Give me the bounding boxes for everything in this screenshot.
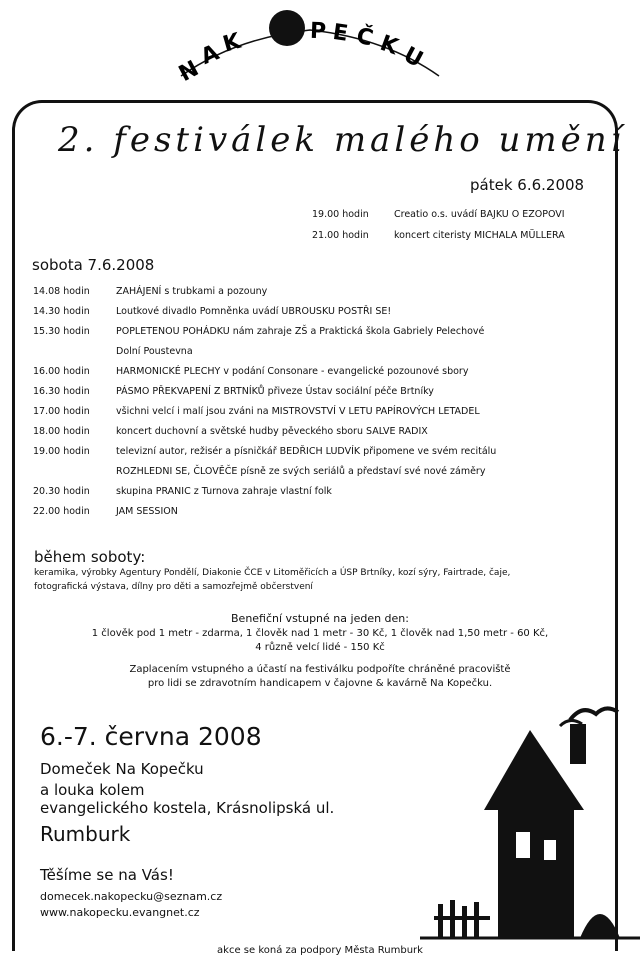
address-line: evangelického kostela, Krásnolipská ul. bbox=[40, 799, 335, 817]
svg-text:K: K bbox=[376, 30, 402, 61]
support-line: pro lidi se zdravotním handicapem v čajovne & kavárně Na Kopečku. bbox=[147, 678, 493, 689]
svg-text:A: A bbox=[197, 40, 223, 70]
svg-text:U: U bbox=[399, 42, 427, 73]
program-row bbox=[33, 365, 593, 385]
event-time: 20.30 hodin bbox=[33, 486, 90, 497]
event-desc: koncert duchovní a světské hudby pěveckého sboru SALVE RADIX bbox=[116, 426, 428, 437]
entry-line: 1 člověk pod 1 metr - zdarma, 1 člověk nad 1 metr - 30 Kč, 1 člověk nad 1,50 metr - 60 Kč, bbox=[91, 628, 549, 639]
house-illustration bbox=[420, 690, 640, 948]
festival-title: 2. festiválek malého umění bbox=[58, 120, 626, 160]
event-desc: Creatio o.s. uvádí BAJKU O EZOPOVI bbox=[394, 209, 565, 220]
city-name: Rumburk bbox=[40, 822, 131, 846]
svg-text:K: K bbox=[220, 28, 244, 58]
event-desc: POPLETENOU POHÁDKU nám zahraje ZŠ a Praktická škola Gabriely Pelechové bbox=[116, 326, 485, 337]
event-time: 15.30 hodin bbox=[33, 326, 90, 337]
event-desc: televizní autor, režisér a písničkář BEDŘICH LUDVÍK připomene ve svém recitálu bbox=[116, 446, 497, 457]
greeting: Těšíme se na Vás! bbox=[40, 866, 174, 884]
saturday-program bbox=[33, 285, 593, 525]
event-desc: koncert citeristy MICHALA MÜLLERA bbox=[394, 230, 565, 241]
friday-date: pátek 6.6.2008 bbox=[470, 176, 585, 194]
event-desc: HARMONICKÉ PLECHY v podání Consonare - evangelické pozounové sbory bbox=[116, 366, 469, 377]
during-text bbox=[34, 566, 510, 594]
footer-note: akce se koná za podpory Města Rumburk bbox=[217, 945, 423, 956]
program-row bbox=[33, 305, 593, 325]
program-row bbox=[33, 465, 593, 485]
event-desc: PÁSMO PŘEKVAPENÍ Z BRTNÍKŮ přiveze Ústav sociální péče Brtníky bbox=[116, 386, 434, 397]
program-row bbox=[33, 405, 593, 425]
event-desc: Loutkové divadlo Pomněnka uvádí UBROUSKU POSTŘI SE! bbox=[116, 306, 392, 317]
program-row bbox=[33, 505, 593, 525]
event-desc: Dolní Poustevna bbox=[116, 346, 193, 357]
event-desc: ZAHÁJENÍ s trubkami a pozouny bbox=[116, 286, 268, 297]
saturday-date: sobota 7.6.2008 bbox=[32, 256, 155, 274]
event-desc: všichni velcí i malí jsou zváni na MISTROVSTVÍ V LETU PAPÍROVÝCH LETADEL bbox=[116, 406, 480, 417]
svg-text:N: N bbox=[175, 56, 204, 88]
svg-text:P: P bbox=[309, 18, 327, 45]
event-time: 22.00 hodin bbox=[33, 506, 90, 517]
event-time: 14.08 hodin bbox=[33, 286, 90, 297]
entry-line: 4 různě velcí lidé - 150 Kč bbox=[255, 642, 385, 653]
address-line: a louka kolem bbox=[40, 781, 145, 799]
during-line: fotografická výstava, dílny pro děti a samozřejmě občerstvení bbox=[34, 582, 313, 592]
svg-text:E: E bbox=[331, 19, 350, 47]
event-desc: ROZHLEDNI SE, ČLOVĚČE písně ze svých seriálů a představí své nové záměry bbox=[116, 466, 486, 477]
event-desc: JAM SESSION bbox=[116, 506, 178, 517]
event-time: 21.00 hodin bbox=[312, 230, 369, 241]
program-row bbox=[33, 325, 593, 345]
support-line: Zaplacením vstupného a účastí na festiválku podpoříte chráněné pracoviště bbox=[129, 664, 511, 675]
entry-heading: Benefiční vstupné na jeden den: bbox=[231, 612, 409, 625]
program-row bbox=[33, 345, 593, 365]
event-time: 14.30 hodin bbox=[33, 306, 90, 317]
svg-text:Č: Č bbox=[353, 23, 376, 52]
program-row bbox=[33, 445, 593, 465]
event-time: 17.00 hodin bbox=[33, 406, 90, 417]
event-desc: skupina PRANIC z Turnova zahraje vlastní folk bbox=[116, 486, 332, 497]
program-row bbox=[33, 285, 593, 305]
event-time: 18.00 hodin bbox=[33, 426, 90, 437]
email-link[interactable]: domecek.nakopecku@seznam.cz bbox=[40, 890, 223, 903]
program-row bbox=[33, 485, 593, 505]
website-link[interactable]: www.nakopecku.evangnet.cz bbox=[40, 906, 200, 919]
event-date: 6.-7. června 2008 bbox=[40, 722, 262, 751]
event-time: 19.00 hodin bbox=[312, 209, 369, 220]
program-row bbox=[33, 385, 593, 405]
program-row bbox=[33, 425, 593, 445]
during-line: keramika, výrobky Agentury Pondělí, Diakonie ČCE v Litoměřicích a ÚSP Brtníky, kozí sýry, Fairtrade, čaje, bbox=[34, 568, 511, 578]
address-line: Domeček Na Kopečku bbox=[40, 760, 204, 778]
event-time: 16.00 hodin bbox=[33, 366, 90, 377]
na-kopecku-logo bbox=[175, 4, 445, 88]
event-time: 16.30 hodin bbox=[33, 386, 90, 397]
during-heading: během soboty: bbox=[34, 548, 146, 566]
event-time: 19.00 hodin bbox=[33, 446, 90, 457]
